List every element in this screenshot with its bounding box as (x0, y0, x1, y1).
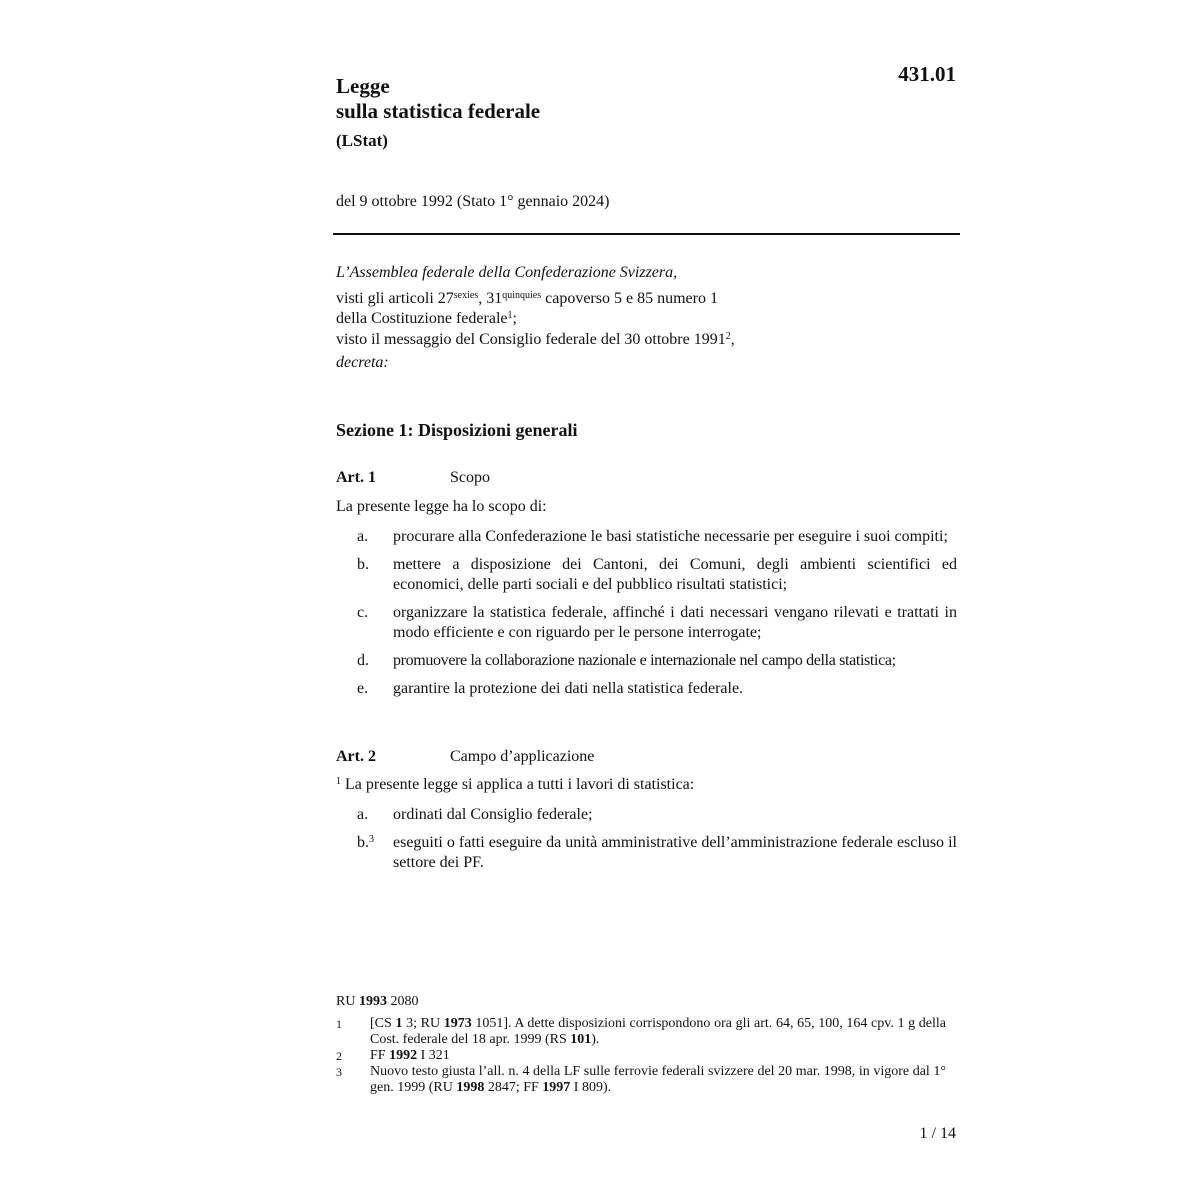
article-intro: La presente legge ha lo scopo di: (336, 498, 547, 515)
preamble-text: , 31 (478, 289, 503, 307)
list-item (336, 603, 957, 643)
law-title (336, 74, 540, 152)
preamble-text: visti gli articoli 27 (336, 289, 454, 307)
footnote (336, 1064, 946, 1096)
footnote (336, 1016, 946, 1048)
footnote-bold: 1998 (456, 1080, 485, 1095)
footnote-bold: 1 (395, 1016, 403, 1031)
list-text: mettere a disposizione dei Cantoni, dei Comuni, degli ambienti scientifici ed economici, delle parti sociali e del pubblico risultati statistici; (393, 556, 957, 593)
preamble-text: ; (512, 310, 517, 327)
list-text: ordinati dal Consiglio federale; (393, 806, 593, 823)
footnotes (336, 1016, 946, 1096)
footnote-text: I 809). (570, 1080, 612, 1095)
list-item (336, 555, 957, 595)
list-item (336, 833, 957, 873)
footnote-number: 3 (336, 1065, 342, 1079)
footnote-number: 2 (336, 1049, 342, 1063)
list-letter: a. (357, 528, 369, 545)
header-divider (333, 233, 960, 235)
superscript: sexies (453, 289, 479, 301)
footnote-text: 3; RU (402, 1016, 444, 1031)
list-letter: d. (357, 652, 369, 669)
footnote-text: I 321 (417, 1048, 450, 1063)
preamble-text: della Costituzione federale (336, 310, 508, 327)
footnote (336, 1048, 946, 1064)
footnote-ref[interactable]: 3 (369, 834, 374, 845)
footnote-number: 1 (336, 1017, 342, 1031)
footnote-bold: 101 (570, 1032, 592, 1047)
preamble (336, 263, 960, 374)
ru-prefix: RU (336, 994, 359, 1009)
preamble-text: capoverso 5 e 85 numero 1 (541, 289, 718, 307)
list-letter: c. (357, 604, 369, 621)
footnote-bold: 1992 (389, 1048, 418, 1063)
preamble-assembly: L’Assemblea federale della Confederazione Svizzera, (336, 264, 678, 281)
footnote-text: FF (370, 1048, 390, 1063)
list-letter: b. (357, 556, 369, 573)
list-letter (357, 833, 374, 853)
ru-year: 1993 (358, 994, 387, 1009)
footnote-text: 2847; FF (484, 1080, 543, 1095)
footnote-ref[interactable]: 2 (725, 330, 731, 342)
preamble-decreta: decreta: (336, 354, 389, 371)
page-number: 1 / 14 (919, 1125, 956, 1142)
footnote-ref[interactable]: 1 (507, 310, 513, 321)
article-heading (336, 469, 490, 487)
footnote-text: [CS (370, 1016, 396, 1031)
preamble-text: , (730, 330, 735, 348)
footnote-text: Nuovo testo giusta l’all. n. 4 della LF sulle ferrovie federali svizzere del 20 mar. 1998, in vigore dal 1° gen. 1999 (RU (370, 1064, 946, 1095)
footnote-bold: 1997 (542, 1080, 571, 1095)
article-1-list (336, 527, 957, 707)
preamble-text: visto il messaggio del Consiglio federale del 30 ottobre 1991 (336, 330, 726, 348)
list-item (336, 651, 957, 671)
list-text: eseguiti o fatti eseguire da unità amministrative dell’amministrazione federale escluso il settore dei PF. (393, 834, 957, 871)
footnote-text: ). (591, 1032, 600, 1047)
footnote-text: 1051]. A dette disposizioni corrispondono ora gli art. 64, 65, 100, 164 cpv. 1 g della Cost. federale del 18 apr. 1999 (RS (370, 1016, 946, 1047)
official-compilation-ref (336, 994, 418, 1010)
title-line-2: sulla statistica federale (336, 99, 541, 123)
section-heading: Sezione 1: Disposizioni generali (336, 420, 578, 440)
article-paragraph (336, 776, 694, 794)
footnote-bold: 1973 (443, 1016, 472, 1031)
list-text: organizzare la statistica federale, affinché i dati necessari vengano rilevati e trattati in modo efficiente e con riguardo per le persone interrogate; (393, 604, 957, 641)
list-letter: a. (357, 806, 369, 823)
paragraph-text: La presente legge si applica a tutti i lavori di statistica: (341, 776, 695, 793)
title-line-1: Legge (336, 74, 390, 98)
list-item (336, 805, 957, 825)
preamble-line-1 (336, 289, 960, 310)
article-title: Scopo (450, 469, 490, 486)
law-abbreviation: (LStat) (336, 131, 388, 150)
preamble-line-2 (336, 309, 960, 330)
preamble-line-3 (336, 330, 960, 351)
list-text: garantire la protezione dei dati nella statistica federale. (393, 680, 744, 697)
article-title: Campo d’applicazione (450, 748, 595, 765)
article-number: Art. 2 (336, 748, 376, 765)
letter-text: b. (357, 834, 369, 851)
list-text: promuovere la collaborazione nazionale e internazionale nel campo della statistica; (393, 652, 896, 669)
superscript: quinquies (502, 289, 542, 301)
ru-page: 2080 (386, 994, 419, 1009)
sr-number: 431.01 (898, 62, 956, 86)
list-item (336, 679, 957, 699)
paragraph-number: 1 (336, 776, 341, 787)
article-heading (336, 748, 594, 766)
article-number: Art. 1 (336, 469, 376, 486)
date-line: del 9 ottobre 1992 (Stato 1° gennaio 2024) (336, 193, 610, 210)
list-item (336, 527, 957, 547)
article-2-list (336, 805, 957, 881)
list-text: procurare alla Confederazione le basi statistiche necessarie per eseguire i suoi compiti; (393, 528, 948, 545)
list-letter: e. (357, 680, 369, 697)
